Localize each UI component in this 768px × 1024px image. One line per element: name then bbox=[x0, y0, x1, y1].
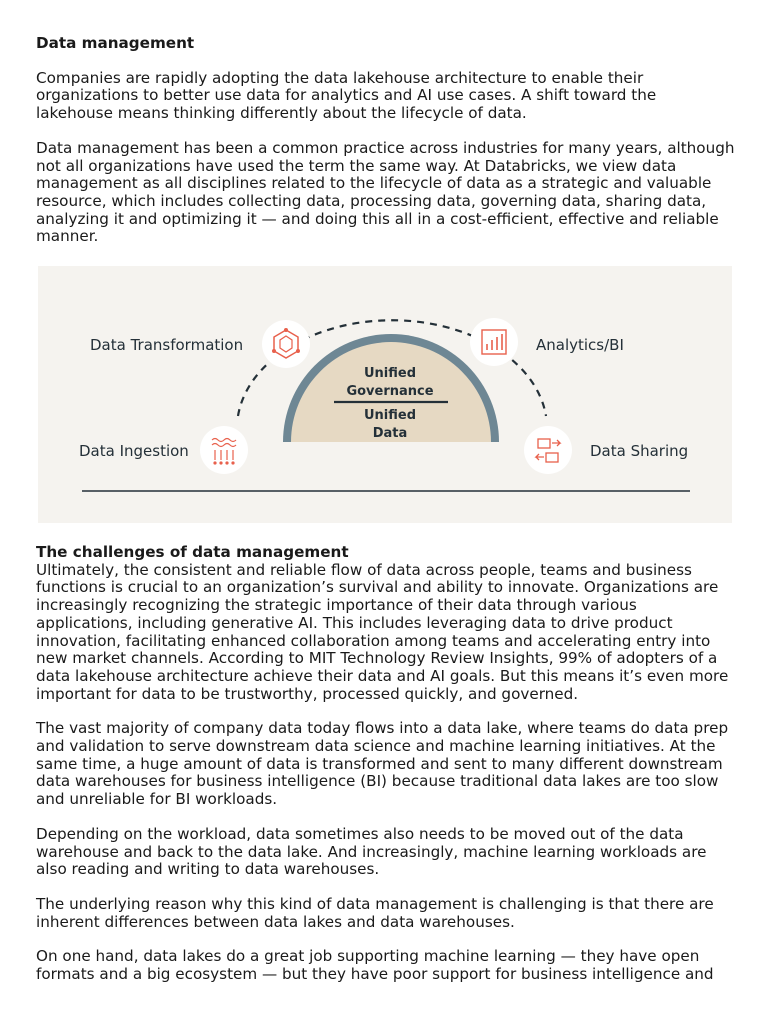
analytics-icon bbox=[470, 318, 518, 366]
sharing-icon bbox=[524, 426, 572, 474]
transformation-icon bbox=[262, 320, 310, 368]
label-data-transformation: Data Transformation bbox=[90, 336, 244, 354]
data-management-diagram bbox=[38, 266, 732, 523]
section-data-management bbox=[36, 35, 736, 263]
label-data-ingestion: Data Ingestion bbox=[79, 442, 189, 460]
core-governance-line2: Governance bbox=[346, 384, 434, 399]
diagram-canvas bbox=[38, 266, 732, 523]
section-challenges bbox=[36, 544, 736, 1001]
label-data-sharing: Data Sharing bbox=[590, 442, 689, 460]
paragraph: The underlying reason why this kind of data management is challenging is that there are inherent differences between data lakes and data warehouses. bbox=[36, 894, 714, 931]
core-data-line1: Unified bbox=[363, 408, 417, 423]
paragraph: On one hand, data lakes do a great job supporting machine learning — they have open formats and a big ecosystem — but they have poor support for business intelligence and bbox=[36, 947, 714, 984]
paragraph: Ultimately, the consistent and reliable flow of data across people, teams and business functions is crucial to an organization’s survival and ability to innovate. Organizations are increasingly recognizing the strategic importance of their data through various applications, including generative AI. This includes leveraging data to drive product innovation, facilitating enhanced collaboration among teams and accelerating entry into new market channels. According to MIT Technology Review Insights, 99% of adopters of a data lakehouse architecture achieve their data and AI goals. But this means it’s even more important for data to be trustworthy, processed quickly, and governed. bbox=[36, 560, 729, 703]
core-governance-line1: Unified bbox=[363, 366, 417, 381]
section-heading: The challenges of data management bbox=[36, 543, 349, 561]
paragraph: Data management has been a common practice across industries for many years, although not all organizations have used the term the same way. At Databricks, we view data management as all disciplines related to the lifecycle of data as a strategic and valuable resource, which includes collecting data, processing data, governing data, sharing data, analyzing it and optimizing it — and doing this all in a cost-efficient, effective and reliable manner. bbox=[36, 138, 735, 246]
label-analytics-bi: Analytics/BI bbox=[536, 336, 624, 354]
paragraph: Companies are rapidly adopting the data lakehouse architecture to enable their organizations to better use data for analytics and AI use cases. A shift toward the lakehouse means thinking differently about the lifecycle of data. bbox=[36, 68, 657, 123]
ingestion-icon bbox=[200, 426, 248, 474]
core-data-line2: Data bbox=[372, 426, 408, 441]
paragraph: The vast majority of company data today flows into a data lake, where teams do data prep and validation to serve downstream data science and machine learning initiatives. At the same time, a huge amount of data is transformed and sent to many different downstream data warehouses for business intelligence (BI) because traditional data lakes are too slow and unreliable for BI workloads. bbox=[36, 719, 729, 809]
section-heading: Data management bbox=[36, 34, 195, 52]
paragraph: Depending on the workload, data sometimes also needs to be moved out of the data warehouse and back to the data lake. And increasingly, machine learning workloads are also reading and writing to data warehouses. bbox=[36, 824, 707, 879]
